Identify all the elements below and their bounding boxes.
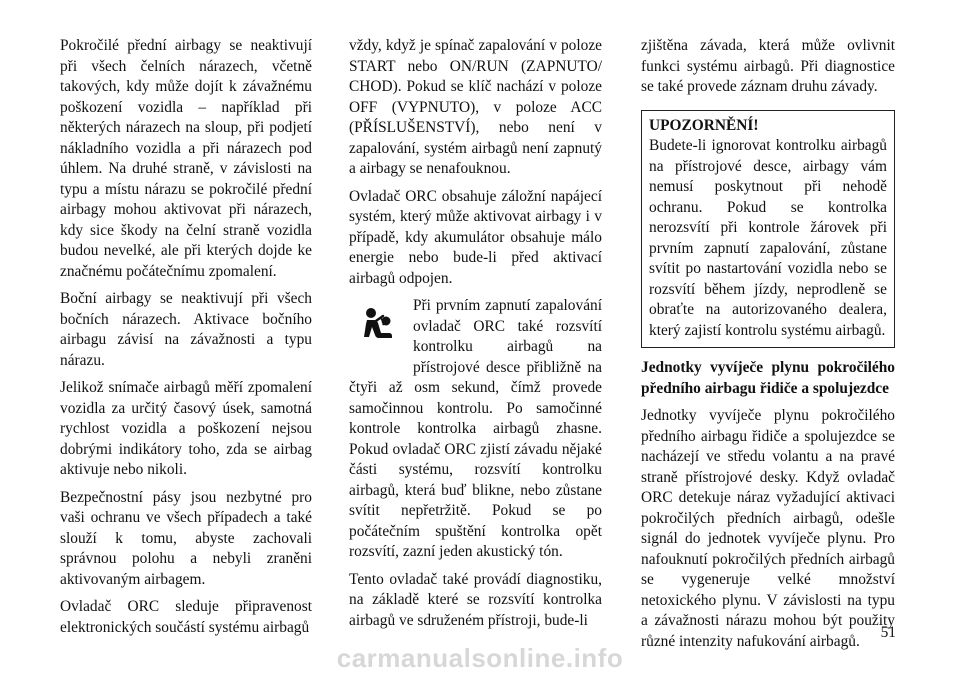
column-1: [60, 36, 312, 645]
icon-paragraph-text: Při prvním zapnutí zapalování ovladač ORC také rozsvítí kontrolku airbagů na přístrojové desce přibližně na čtyři až osm sekund, čímž provede samočinnou kontrolu. Po samočinné kontrole kontrolka airbagů zhasne. Pokud ovladač ORC zjistí závadu nějaké části systému, rozsvítí kontrolku airbagů, která buď blikne, nebo zůstane svítit nepřetržitě. Pokud se po počátečním spuštění kontrolka opět rozsvítí, zazní jeden akustický tón.: [349, 297, 602, 560]
icon-paragraph: [349, 296, 602, 563]
watermark: carmanualsonline.info: [336, 643, 624, 673]
paragraph: zjištěna závada, která může ovlivnit funkci systému airbagů. Při diagnostice se také provede záznam druhu závady.: [641, 37, 895, 95]
section-heading: Jednotky vyvíječe plynu pokročilého předního airbagu řidiče a spolujezdce: [641, 359, 895, 397]
column-3: [641, 36, 895, 659]
paragraph: Bezpečnostní pásy jsou nezbytné pro vaši ochranu ve všech případech a také slouží k tomu, abyste zachovali správnou polohu a nebyli zraněni aktivovaným airbagem.: [60, 488, 312, 588]
paragraph: vždy, když je spínač zapalování v poloze START nebo ON/RUN (ZAPNUTO/ CHOD). Pokud se klíč nachází v poloze OFF (VYPNUTO), v poloze ACC (PŘÍSLUŠENSTVÍ), nebo není v zapalování, systém airbagů není zapnutý a airbagy se nenafouknou.: [349, 37, 602, 177]
column-2: [349, 36, 602, 638]
paragraph: Boční airbagy se neaktivují při všech bočních nárazech. Aktivace bočního airbagu závisí na závažnosti a typu nárazu.: [60, 290, 312, 369]
paragraph: Jelikož snímače airbagů měří zpomalení vozidla za určitý časový úsek, samotná rychlost vozidla a poškození nejsou dobrými indikátory toho, zda se airbag aktivuje nebo nikoli.: [60, 379, 312, 478]
paragraph: Pokročilé přední airbagy se neaktivují při všech čelních nárazech, včetně takových, kdy může dojít k závažnému poškození vozidla – například při některých nárazech na sloup, při podjetí nákladního vozidla a při nárazech pod úhlem. Na druhé straně, v závislosti na typu a místu nárazu se pokročilé přední airbagy mohou aktivovat při nárazech, kdy sice škody na čelní straně vozidla budou nevelké, ale při kterých dojde ke značnému počátečnímu zpomalení.: [60, 37, 312, 280]
warning-text: Budete-li ignorovat kontrolku airbagů na přístrojové desce, airbagy vám nemusí poskytnout při nehodě ochranu. Pokud se kontrolka nerozsvítí při kontrole žárovek při prvním zapnutí zapalování, zůstane svítit po nastartování vozidla nebo se rozsvítí během jízdy, neprodleně se obraťte na autorizovaného dealera, který zajistí kontrolu systému airbagů.: [649, 137, 887, 339]
warning-box: [641, 110, 895, 349]
page-number: 51: [880, 624, 896, 641]
airbag-warning-icon: [353, 296, 401, 358]
paragraph: Ovladač ORC obsahuje záložní napájecí systém, který může aktivovat airbagy i v případě, kdy akumulátor obsahuje málo energie nebo bude-li před aktivací airbagů odpojen.: [349, 187, 602, 287]
paragraph: Tento ovladač také provádí diagnostiku, na základě které se rozsvítí kontrolka airbagů ve sdruženém přístroji, bude-li: [349, 570, 602, 629]
warning-title: UPOZORNĚNÍ!: [649, 116, 759, 134]
paragraph: Ovladač ORC sleduje připravenost elektronických součástí systému airbagů: [60, 598, 312, 636]
paragraph: Jednotky vyvíječe plynu pokročilého předního airbagu řidiče a spolujezdce se nacházejí ve středu volantu a na pravé straně přístrojové desky. Když ovladač ORC detekuje náraz vyžadující aktivaci pokročilých předních airbagů, odešle signál do jednotek vyvíječe plynu. Pro nafouknutí pokročilých předních airbagů se vygeneruje velké množství netoxického plynu. V závislosti na typu a závažnosti nárazu mohou být použity různé intenzity nafukování airbagů.: [641, 407, 895, 650]
